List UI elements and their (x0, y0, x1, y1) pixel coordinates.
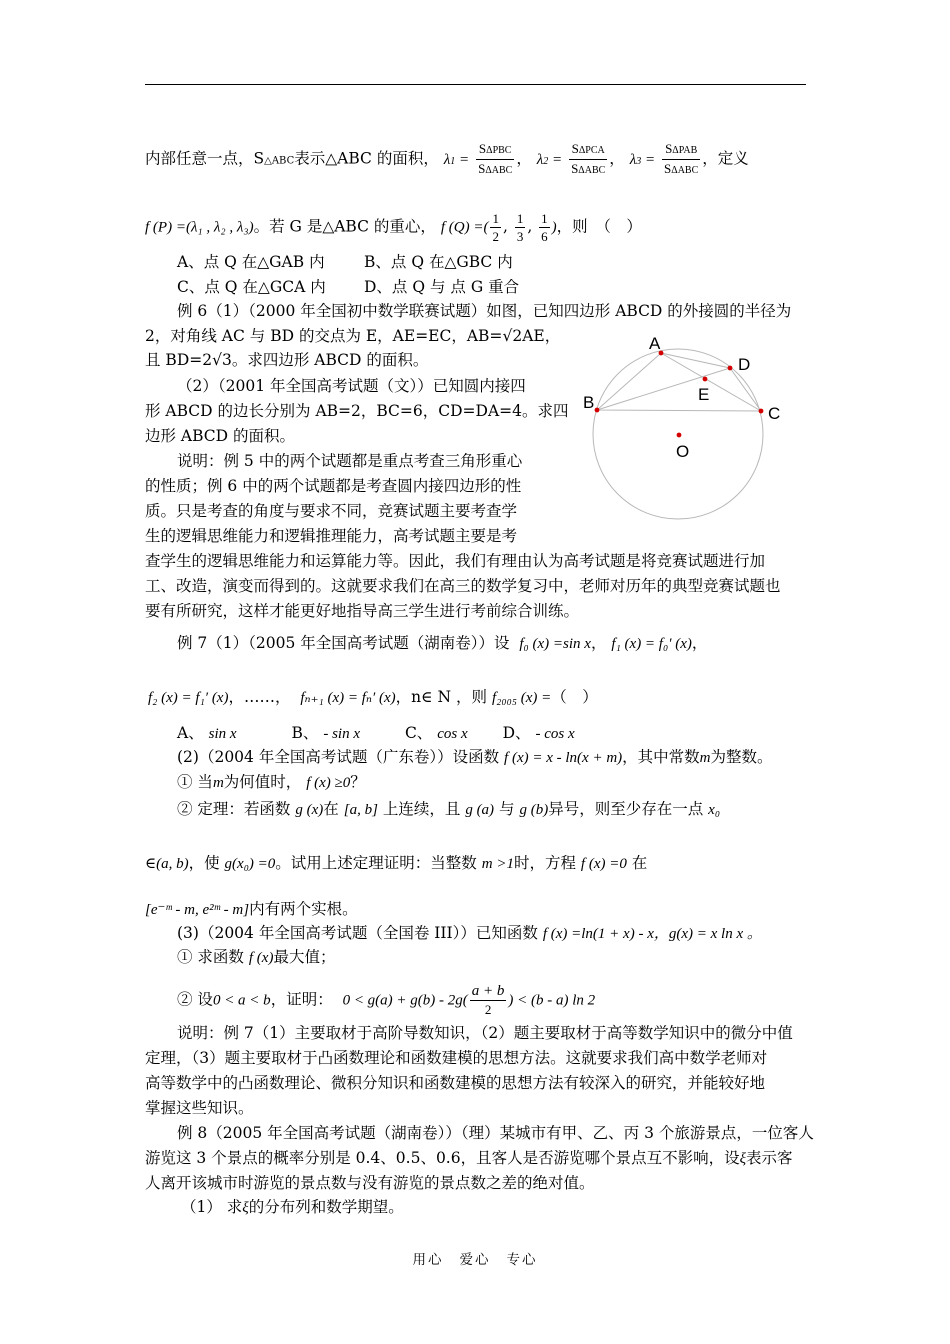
note2-line2: 定理，（3）题主要取材于凸函数理论和函数建模的思想方法。这就要求我们高中数学老师对 (145, 1049, 768, 1067)
label-c: C (768, 404, 781, 423)
note1-line5: 查学生的逻辑思维能力和运算能力等。因此，我们有理由认为高考试题是将竞赛试题进行加 (145, 552, 766, 570)
point-c (759, 409, 764, 414)
cyclic-quadrilateral-figure (580, 330, 810, 530)
label-e: E (698, 385, 710, 404)
example7-q2-cont: ∈(a, b)，使 g(x₀) =0。试用上述定理证明：当整数 m >1时，方程 f (x) =0 在 (145, 854, 648, 872)
note1-line2: 的性质；例 6 中的两个试题都是考查圆内接四边形的性 (145, 477, 522, 495)
fraction-lambda1: $\frac{\text{SΔPBC}}{\text{SΔABC}}$ (476, 140, 514, 179)
fraction-midpoint: $\frac{a + b}{2}$ (471, 983, 505, 1017)
note2-line1: 说明：例 7（1）主要取材于高阶导数知识，（2）题主要取材于高等数学知识中的微分中值 (177, 1024, 793, 1042)
option-b: B、点 Q 在△GBC 内 (364, 253, 513, 271)
example7-answers: A、 sin x B、 - sin x C、 cos x D、 - cos x (177, 724, 575, 742)
option-c: C、点 Q 在△GCA 内 (177, 278, 326, 296)
note1-line1: 说明：例 5 中的两个试题都是重点考查三角形重心 (177, 452, 523, 470)
option-a: A、点 Q 在△GAB 内 (177, 253, 325, 271)
point-b (595, 408, 600, 413)
note1-line7: 要有所研究，这样才能更好地指导高三学生进行考前综合训练。 (145, 602, 580, 620)
page-footer: 用心 爱心 专心 (412, 1252, 538, 1268)
example7-q1: ① 当m为何值时， f (x) ≥0？ (177, 773, 366, 791)
label-b: B (583, 393, 595, 412)
example6-part2-line3: 边形 ABCD 的面积。 (145, 427, 296, 445)
example7-part3-q1: ① 求函数 f (x)最大值； (177, 948, 336, 966)
fraction-lambda3: $\frac{\text{SΔPAB}}{\text{SΔABC}}$ (662, 140, 700, 179)
point-d (728, 366, 733, 371)
example7-part2: (2)（2004 年全国高考试题（广东卷））设函数 f (x) = x - ln(x + m)，其中常数m为整数。 (177, 748, 773, 766)
label-a: A (649, 334, 661, 353)
example8-line1: 例 8（2005 年全国高考试题（湖南卷））（理）某城市有甲、乙、丙 3 个旅游景点，一位客人 (177, 1124, 814, 1142)
label-o: O (676, 442, 690, 461)
note2-line4: 掌握这些知识。 (145, 1099, 254, 1117)
point-o (677, 433, 682, 438)
example6-line1: 例 6（1）（2000 年全国初中数学联赛试题）如图，已知四边形 ABCD 的外接圆的半径为 (177, 302, 792, 320)
example6-part2-line1: （2）（2001 年全国高考试题（文））已知圆内接四 (177, 377, 526, 395)
note1-line4: 生的逻辑思维能力和逻辑推理能力，高考试题主要是考 (145, 527, 518, 545)
definition-line: 内部任意一点，S△ABC表示△ABC 的面积， λ1 = $\frac{\text{SΔPBC}}{\text{SΔABC}}$ ， λ2 = $\frac{\text{SΔPCA}}{\text{SΔABC}}$ ， λ3 = $\frac{\text{SΔPAB}}{\text{SΔABC}}$ ，定义 (145, 140, 749, 179)
centroid-line: f (P) =(λ₁ , λ₂ , λ₃)。若 G 是△ABC 的重心， f (Q) =( $\frac{1}{2}$ , $\frac{1}{3}$ , $\frac{1}{6}$ )，则 （ ） (145, 211, 642, 244)
label-d: D (738, 355, 751, 374)
example7-q2: ② 定理：若函数 g (x)在 [a, b] 上连续，且 g (a) 与 g (b)异号，则至少存在一点 x₀ (177, 800, 721, 818)
example8-q1: （1） 求ξ的分布列和数学期望。 (181, 1198, 404, 1216)
fraction-lambda2: $\frac{\text{SΔPCA}}{\text{SΔABC}}$ (569, 140, 607, 179)
example7-line1: 例 7（1）（2005 年全国高考试题（湖南卷））设 f₀ (x) =sin x， f₁ (x) = f₀′ (x)， (177, 634, 708, 652)
example6-line3: 且 BD=2√3。求四边形 ABCD 的面积。 (145, 351, 429, 369)
note2-line3: 高等数学中的凸函数理论、微积分知识和函数建模的思想方法有较深入的研究，并能较好地 (145, 1074, 766, 1092)
note1-line3: 质。只是考查的角度与要求不同，竞赛试题主要考查学 (145, 502, 518, 520)
example7-q2-interval: [e⁻ᵐ - m, e²ᵐ - m]内有两个实根。 (145, 900, 358, 918)
example7-part3-q2: ② 设0 < a < b，证明： 0 < g(a) + g(b) - 2g( $\frac{a + b}{2}$ ) < (b - a) ln 2 (177, 983, 596, 1017)
option-d: D、点 Q 与 点 G 重合 (364, 278, 520, 296)
point-e (703, 377, 708, 382)
example6-part2-line2: 形 ABCD 的边长分别为 AB=2，BC=6，CD=DA=4。求四 (145, 402, 569, 420)
note1-line6: 工、改造，演变而得到的。这就要求我们在高三的数学复习中，老师对历年的典型竞赛试题也 (145, 577, 781, 595)
example7-line2: f₂ (x) = f₁′ (x)，……， fₙ₊₁ (x) = fₙ′ (x)，n∈ N ，则 f₂₀₀₅ (x) =（ ） (148, 688, 598, 706)
example8-line2: 游览这 3 个景点的概率分别是 0.4、0.5、0.6，且客人是否游览哪个景点互不影响，设ξ表示客 (145, 1149, 793, 1167)
example6-line2: 2，对角线 AC 与 BD 的交点为 E，AE=EC，AB=√2AE， (145, 327, 561, 345)
example7-part3: (3)（2004 年全国高考试题（全国卷 III））已知函数 f (x) =ln(1 + x) - x，g(x) = x ln x 。 (177, 924, 762, 942)
example8-line3: 人离开该城市时游览的景点数与没有游览的景点数之差的绝对值。 (145, 1174, 595, 1192)
header-rule (145, 84, 806, 85)
